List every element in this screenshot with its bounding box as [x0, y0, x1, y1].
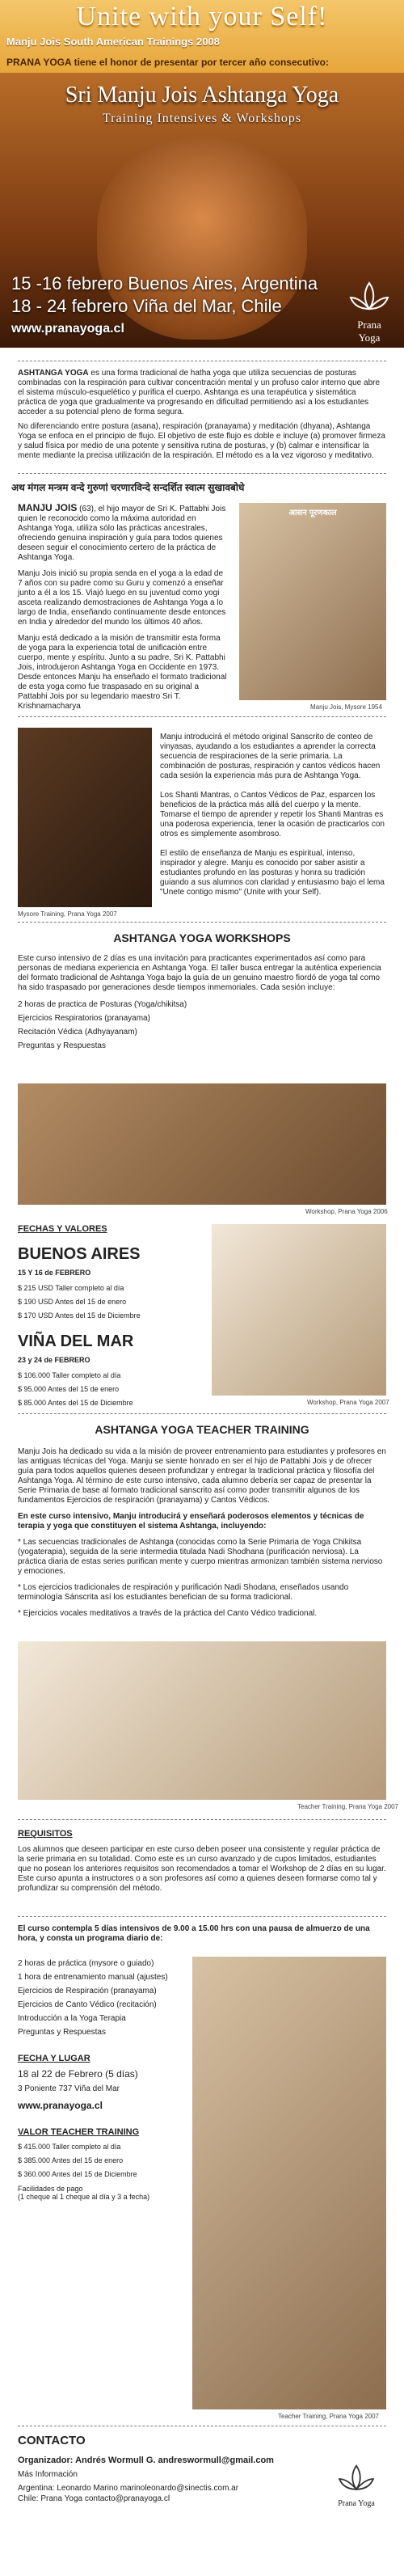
bio-photo	[239, 503, 386, 700]
banner-subtitle: Manju Jois South American Trainings 2008	[6, 36, 220, 48]
chanting-paragraph-1: Manju introducirá el método original Sanscrito de conteo de vinyasas, ayudando a los estudiantes a aprender la correcta secuencia de respiraciones de la serie primaria. La combinación de posturas, respiración y cantos védicos hacen cada sesión la experiencia más pura de Ashtanga Yoga.	[160, 733, 381, 780]
bio-photo-label: आसन पूरणकाल	[288, 509, 337, 517]
logo-text: Prana Yoga	[357, 319, 381, 344]
prices-label: FECHAS Y VALORES	[18, 1224, 107, 1234]
ba-prices	[18, 1282, 220, 1323]
course-head: El curso contempla 5 días intensivos de 9.00 a 15.00 hrs con una pausa de almuerzo de una hora, y consta un programa diario de:	[18, 1924, 370, 1943]
list-item: 1 hora de entrenamiento manual (ajustes)	[18, 1973, 168, 1982]
bio-text-1: (63), el hijo mayor de Sri K. Pattabhi Jois quien le reconocido como la máxima autoridad en Ashtanga Yoga, utiliza sólo las prácticas ancestrales, ofreciendo genuina inspiración y guía para todos quienes deseen seguir el conocimiento certero de la práctica de Ashtanga Yoga.	[18, 505, 226, 562]
bio-paragraph-2: Manju Jois inició su propia senda en el yoga a la edad de 7 años con su padre como su Guru y comenzó a enseñar junto a él a los 15. Viajó luego en su juventud como yogi asceta realizando demostraciones de Ashtanga Yoga a lo largo de India, enseñando continuamente desde entonces en India y alrededor del mundo los últimos 40 años.	[18, 569, 226, 627]
list-item: 2 horas de practica de Posturas (Yoga/chikitsa)	[18, 1000, 187, 1009]
divider	[18, 922, 386, 923]
course-list	[18, 1957, 179, 2039]
vm-prices	[18, 1369, 220, 1410]
price-item: $ 85.000 Antes del 15 de Diciembre	[18, 1399, 133, 1407]
chanting-paragraph-2: Los Shanti Mantras, o Cantos Védicos de Paz, esparcen los beneficios de la práctica más allá del cuerpo y la mente. Tomarse el tiempo de aprender y repetir los Shanti Mantras es una poderosa experiencia, tener la ocasión de practicarlos con otros es simplemente asombroso.	[160, 791, 385, 838]
mysore-photo	[18, 728, 152, 907]
teacher-photo-caption: Teacher Training, Prana Yoga 2007	[297, 1803, 398, 1810]
presenter-line: PRANA YOGA tiene el honor de presentar por tercer año consecutivo:	[6, 57, 329, 68]
contact-title: CONTACTO	[18, 2434, 86, 2447]
list-item: Preguntas y Respuestas	[18, 2028, 106, 2037]
workshop-photo	[18, 1083, 386, 1205]
list-item: Ejercicios de Respiración (pranayama)	[18, 1987, 157, 1995]
list-item: Ejercicios Respiratorios (pranayama)	[18, 1014, 150, 1023]
teacher-bullet-1: * Las secuencias tradicionales de Ashtanga (conocidas como la Serie Primaria de Yoga Chikitsa (yogaterapia), seguida de la serie intermedia titulada Nadi Shodhana (purificación nerviosa). La práctica diaria de estas series purifican mente y cuerpo mientras armonizan también sistema nervioso y emociones.	[18, 1538, 383, 1576]
hero-title: Sri Manju Jois Ashtanga Yoga	[65, 82, 339, 108]
chanting-paragraph-3: El estilo de enseñanza de Manju es espiritual, intenso, inspirador y alegre. Manju es conocido por saber asistir a estudiantes profundo en las posturas y honra su tradición guiando a sus alumnos con claridad y entusiasmo bajo el lema "Unete contigo mismo" (Unite with your Self).	[160, 849, 385, 897]
bio-photo-caption: Manju Jois, Mysore 1954	[310, 703, 382, 711]
course-date: 18 al 22 de Febrero (5 días)	[18, 2068, 138, 2080]
workshop-photo-caption: Workshop, Prana Yoga 2006	[305, 1208, 388, 1215]
teacher-paragraph-2: En este curso intensivo, Manju introducirá y enseñará poderosos elementos y técnicas de terapia y yoga que constituyen el sistema Ashtanga, incluyendo:	[18, 1512, 364, 1531]
workshop-photo-2	[212, 1224, 386, 1396]
top-banner	[0, 0, 404, 73]
chanting-section	[160, 733, 386, 897]
hero-url[interactable]: www.pranayoga.cl	[11, 322, 124, 336]
city-buenos-aires: BUENOS AIRES	[18, 1245, 141, 1263]
mantra-line: अथ मंगल मन्त्रम वन्दे गुरुणां चरणारविन्दे सन्दर्शित स्वात्म सुखावबोधे	[11, 482, 245, 493]
intro-paragraph-1	[18, 369, 386, 417]
requirements-title: REQUISITOS	[18, 1829, 73, 1839]
facilities-detail: (1 cheque al 1 cheque al día y 3 a fecha)	[18, 2193, 150, 2201]
teacher-section	[18, 1447, 386, 1619]
hero-date-chile: 18 - 24 febrero Viña del Mar, Chile	[11, 296, 282, 316]
price-item: $ 415.000 Taller completo al día	[18, 2143, 121, 2151]
intro-section	[18, 369, 386, 461]
price-item: $ 360.000 Antes del 15 de Diciembre	[18, 2170, 137, 2178]
price-item: $ 385.000 Antes del 15 de enero	[18, 2156, 124, 2164]
city-vina-del-mar: VIÑA DEL MAR	[18, 1332, 134, 1350]
contact-section	[18, 2434, 309, 2503]
list-item: 2 horas de práctica (mysore o guiado)	[18, 1959, 154, 1968]
value-label: VALOR TEACHER TRAINING	[18, 2127, 140, 2137]
divider	[18, 716, 386, 717]
workshops-title: ASHTANGA YOGA WORKSHOPS	[113, 931, 291, 944]
course-details	[18, 1957, 179, 2201]
bio-section	[18, 503, 229, 712]
intro-paragraph-2: No diferenciando entre postura (asana), respiración (pranayama) y meditación (dhyana), Ashtanga Yoga se enfoca en el principio de flujo. El objetivo de este flujo es doble e incluye (a) promover firmeza y salud física por medio de una potente y sensitiva rutina de posturas, y (b) calmar e intensificar la mente mediante la precisa utilización de la respiración. El método es a la vez vigoroso y meditativo.	[18, 422, 385, 460]
course-place: 3 Poniente 737 Viña del Mar	[18, 2084, 120, 2093]
hero-image	[0, 73, 404, 348]
teacher-photo	[18, 1641, 386, 1800]
contact-organizer[interactable]: Organizador: Andrés Wormull G. andreswormull@gmail.com	[18, 2456, 274, 2465]
price-item: $ 170 USD Antes del 15 de Diciembre	[18, 1311, 141, 1320]
hero-subtitle: Training Intensives & Workshops	[102, 112, 302, 125]
footer-logo	[326, 2463, 386, 2508]
list-item: Ejercicios de Canto Védico (recitación)	[18, 2000, 157, 2009]
teacher-title: ASHTANGA YOGA TEACHER TRAINING	[95, 1423, 309, 1436]
teacher-bullet-3: * Ejercicios vocales meditativos a través de la práctica del Canto Védico tradicional.	[18, 1609, 318, 1618]
divider	[18, 1916, 386, 1917]
requirements-section	[18, 1829, 386, 1894]
intro-text-1: es una forma tradicional de hatha yoga que utiliza secuencias de posturas combinadas con la respiración para cultivar concentración mental y un profuso calor interno que abre el sistema músculo-esquelético y purifica el cuerpo. Ashtanga es una terapéutica y sistemática práctica de yoga que gradualmente va progresando en dificultad permitiendo así a los estudiantes acceder a su potencial pleno de forma segura.	[18, 369, 381, 416]
hero-date-argentina: 15 -16 febrero Buenos Aires, Argentina	[11, 273, 318, 293]
mysore-photo-caption: Mysore Training, Prana Yoga 2007	[18, 910, 117, 918]
divider	[18, 1413, 386, 1414]
requirements-text: Los alumnos que deseen participar en este curso deben poseer una consistente y regular práctica de la serie primaria en su totalidad. Como este es un curso avanzado y de cupos limitados, estudiantes que no posean los anteriores requisitos son recomendados a tomar el Workshop de 2 días en su lugar. Este curso apunta a instructores o a son profesores así como a quienes deseen formarse como tal y profundizar su comprensión del método.	[18, 1845, 386, 1893]
vm-dates: 23 y 24 de FEBRERO	[18, 1356, 90, 1364]
list-item: Introducción a la Yoga Terapia	[18, 2014, 126, 2023]
workshops-intro-text: Este curso intensivo de 2 días es una invitación para practicantes experimentados así como para personas de mediana experiencia en Ashtanga Yoga. El taller busca entregar la auténtica experiencia del formato tradicional de Ashtanga Yoga bajo la guía de un genuino maestro fiordó de yoga tal como ha sido traspasado por generaciones desde tiempos inmemoriales. Cada sesión incluye:	[18, 954, 381, 992]
facilities: Facilidades de pago	[18, 2185, 83, 2193]
workshop-photo-2-caption: Workshop, Prana Yoga 2007	[307, 1399, 389, 1406]
price-item: $ 106.000 Taller completo al día	[18, 1371, 121, 1379]
teacher-bullet-2: * Los ejercicios tradicionales de respiración y purificación Nadi Shodana, enseñados usando terminología Sánscrita así los estudiantes benefician de su forma tradicional.	[18, 1583, 349, 1602]
bio-bold: MANJU JOIS	[18, 502, 78, 513]
course-prices	[18, 2140, 179, 2181]
divider	[18, 1819, 386, 1820]
price-item: $ 190 USD Antes del 15 de enero	[18, 1298, 127, 1306]
workshops-intro	[18, 954, 386, 1053]
contact-more: Más Información	[18, 2470, 78, 2479]
bio-paragraph-3: Manju está dedicado a la misión de transmitir esta forma de yoga para la experiencia total de unificación entre cuerpo, mente y espíritu. Junto a su padre, Sri K. Pattabhi Jois, introdujeron Ashtanga Yoga en Occidente en 1973. Desde entonces Manju ha enseñado el formato tradicional de esta yoga como fue traspasado en su original a Pattabhi Jois por su legendario maestro Sri T. Krishnamacharya	[18, 634, 227, 711]
price-item: $ 95.000 Antes del 15 de enero	[18, 1385, 120, 1393]
intro-bold: ASHTANGA YOGA	[18, 369, 89, 378]
prana-yoga-logo	[346, 280, 393, 344]
course-photo-caption: Teacher Training, Prana Yoga 2007	[278, 2413, 379, 2420]
course-url[interactable]: www.pranayoga.cl	[18, 2100, 103, 2111]
contact-chile[interactable]: Chile: Prana Yoga contacto@pranayoga.cl	[18, 2494, 170, 2503]
lotus-icon	[333, 2463, 380, 2495]
contact-argentina[interactable]: Argentina: Leonardo Marino marinoleonardo@sinectis.com.ar	[18, 2484, 239, 2493]
prices-section	[18, 1224, 220, 1410]
course-section	[18, 1924, 386, 1944]
banner-title: Unite with your Self!	[76, 2, 328, 32]
workshops-list	[18, 998, 386, 1053]
date-label: FECHA Y LUGAR	[18, 2054, 90, 2063]
bio-paragraph-1	[18, 503, 229, 563]
course-photo	[192, 1957, 386, 2409]
price-item: $ 215 USD Taller completo al día	[18, 1284, 124, 1292]
divider	[18, 473, 386, 474]
list-item: Recitación Védica (Adhyayanam)	[18, 1028, 137, 1037]
teacher-paragraph-1: Manju Jois ha dedicado su vida a la misión de proveer entrenamiento para estudiantes y profesores en las antiguas técnicas del Yoga. Manju se siente honrado en ser el hijo de Pattabhi Jois y de ofrecer guía para todos aquellos quienes deseen profundizar y entregar la tradicional práctica y filosofía del Ashtanga Yoga. Al término de este curso intensivo, cada alumno debería ser capaz de presentar la Serie Primaria de base al formato tradicional sanscrito así como poder transmitir algunos de los fundamentos Ejercicios de respiración (pranayama) y Cantos Védicos.	[18, 1447, 386, 1505]
list-item: Preguntas y Respuestas	[18, 1041, 106, 1050]
lotus-icon	[346, 280, 393, 315]
footer-logo-text: Prana Yoga	[338, 2499, 375, 2508]
ba-dates: 15 Y 16 de FEBRERO	[18, 1269, 91, 1277]
